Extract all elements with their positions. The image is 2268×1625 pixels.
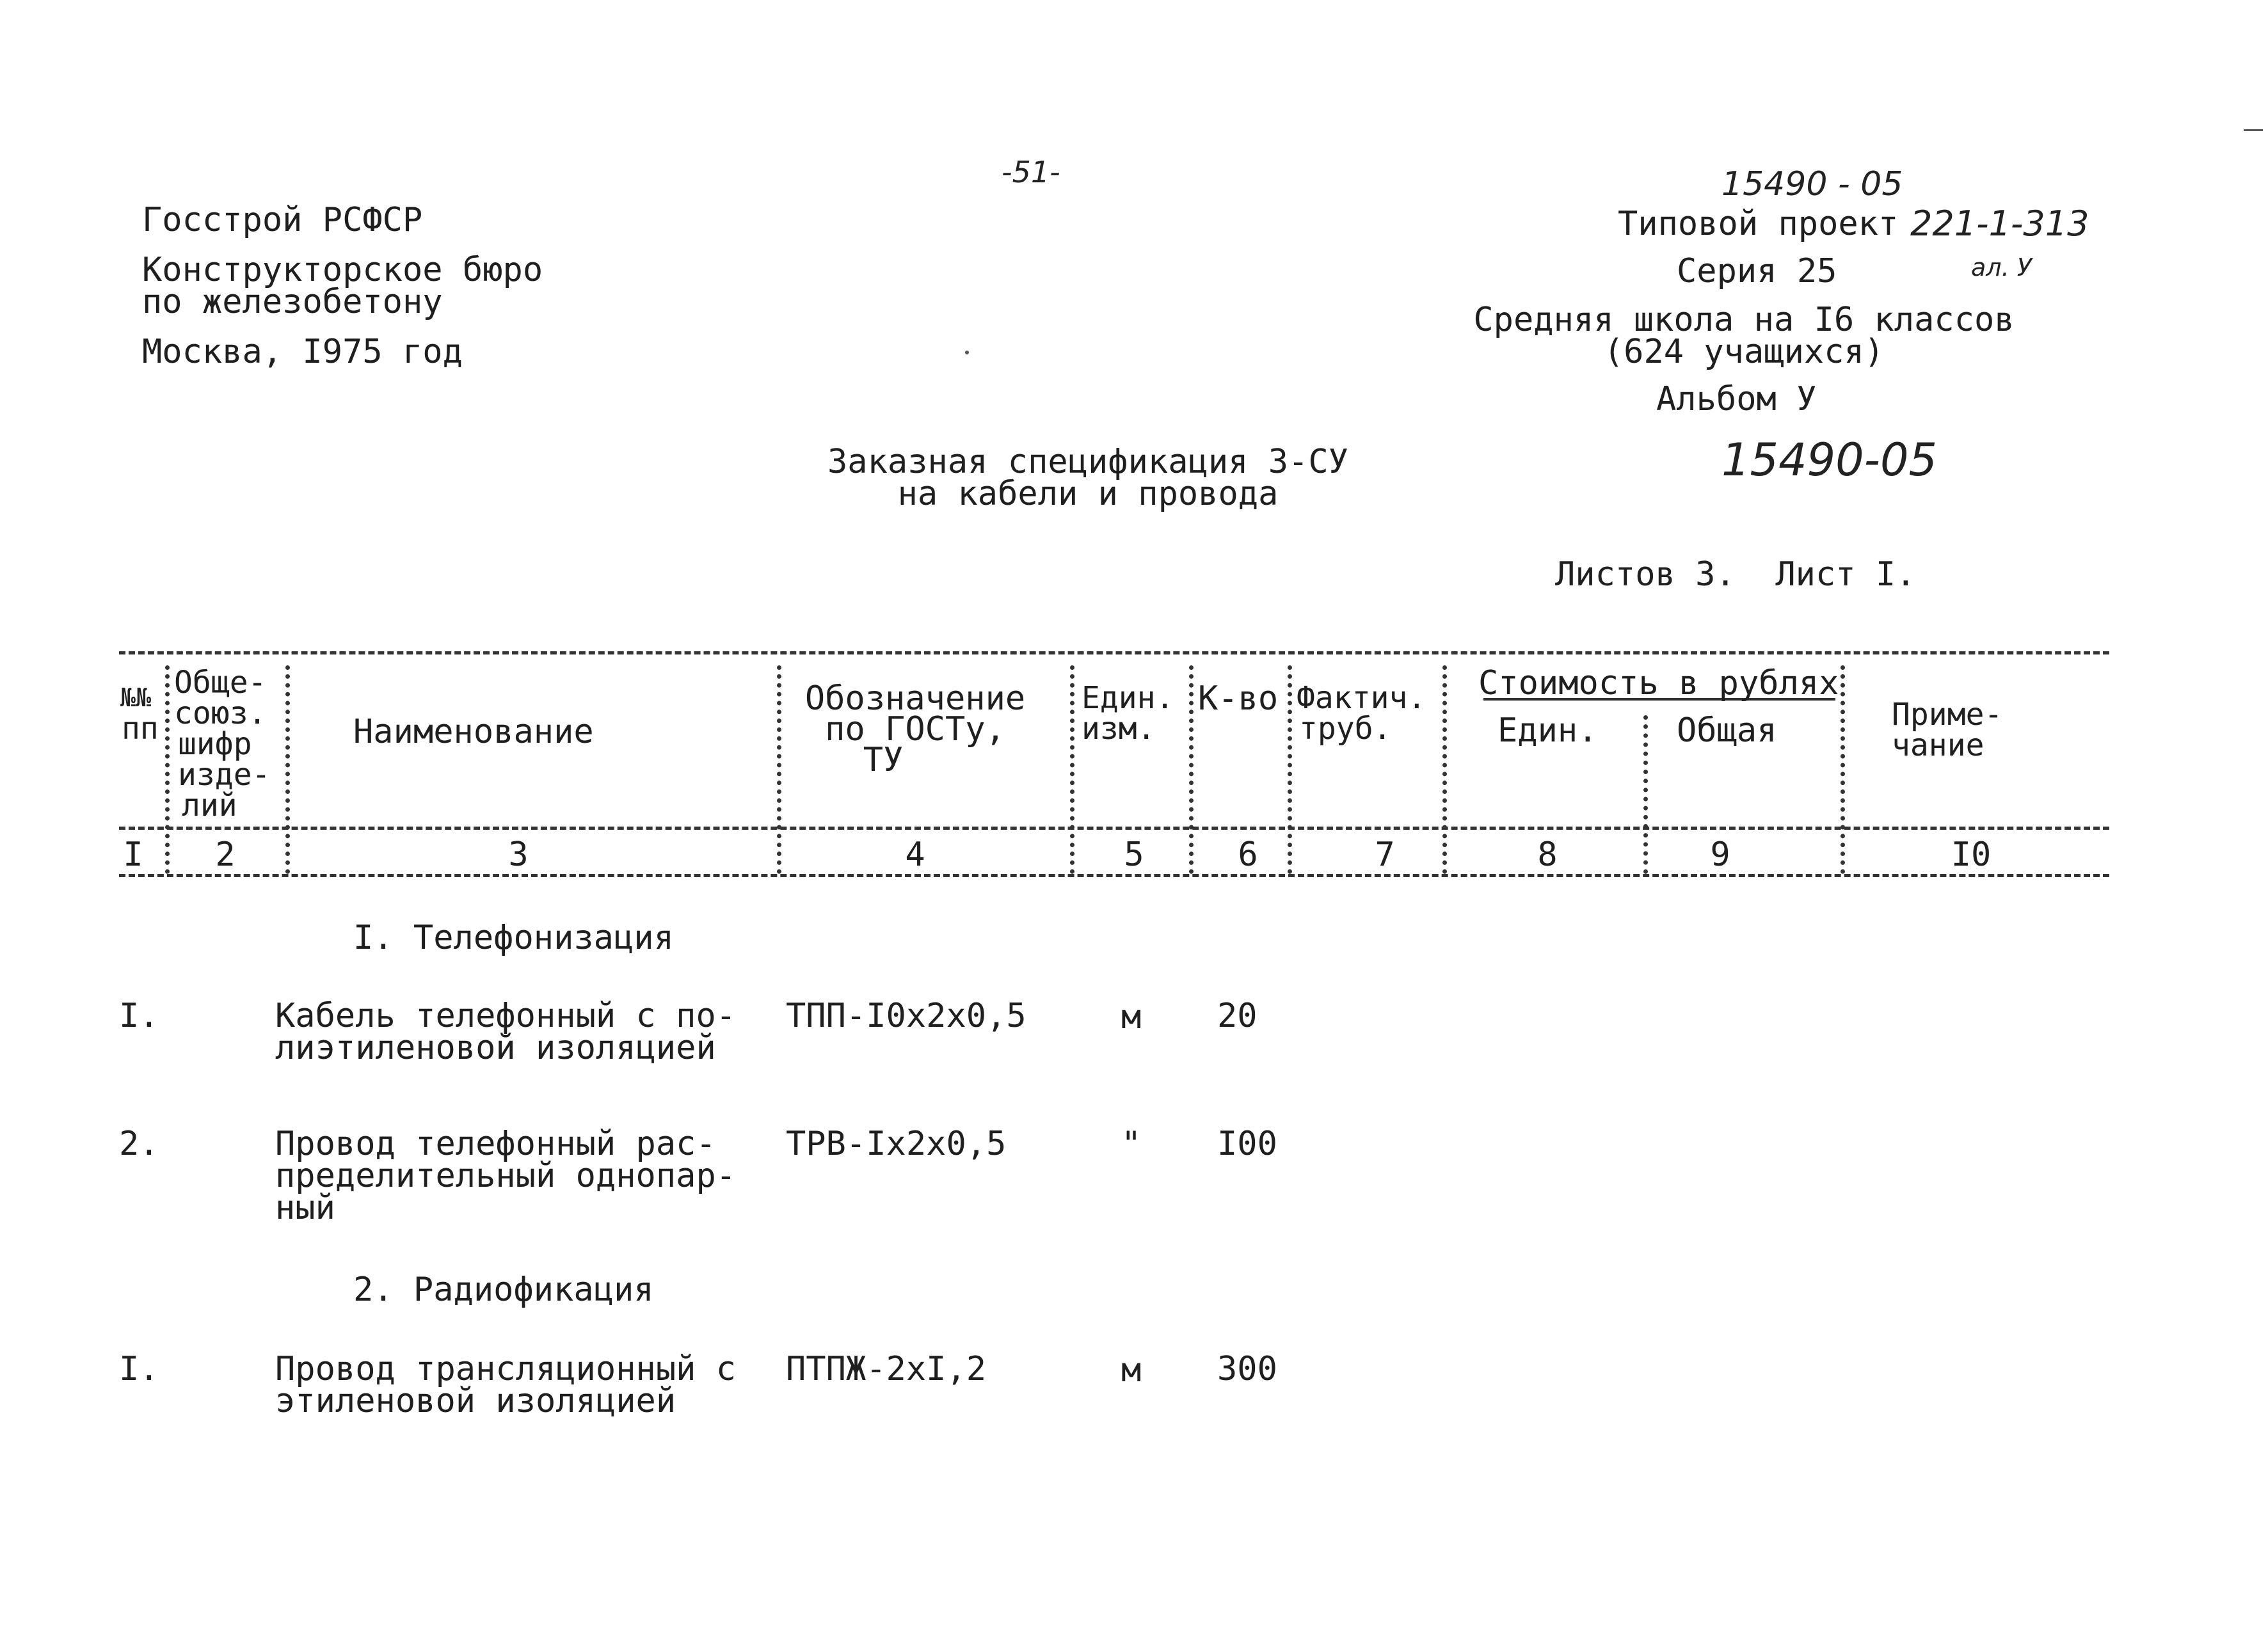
column-number: 9 xyxy=(1710,836,1730,874)
column-number: 7 xyxy=(1375,836,1395,874)
document-title-line-1: Заказная спецификация 3-СУ xyxy=(827,443,1348,481)
row-name-line: Провод трансляционный с xyxy=(275,1350,737,1388)
row-qty: I00 xyxy=(1217,1125,1277,1163)
document-title-line-2: на кабели и провода xyxy=(897,475,1279,513)
school-line-2: (624 учащихся) xyxy=(1603,333,1885,371)
org-name: Госстрой РСФСР xyxy=(142,201,423,239)
row-name-line: Провод телефонный рас- xyxy=(275,1125,716,1163)
column-separator xyxy=(1841,665,1845,874)
row-number: I. xyxy=(119,1350,159,1388)
column-separator xyxy=(165,665,170,874)
row-gost: ТПП-I0x2x0,5 xyxy=(786,997,1026,1035)
column-number: 5 xyxy=(1124,836,1144,874)
header-cost-unit: Един. xyxy=(1497,711,1598,750)
row-unit: м xyxy=(1121,1351,1142,1390)
row-name-line: ный xyxy=(275,1189,335,1227)
column-separator xyxy=(1070,665,1074,874)
header-fact-2: труб. xyxy=(1299,711,1392,747)
album-label: Альбом У xyxy=(1656,380,1817,418)
column-number: I0 xyxy=(1951,836,1992,874)
row-qty: 300 xyxy=(1217,1350,1277,1388)
scan-mark xyxy=(965,351,969,354)
handwritten-page-number: -51- xyxy=(1002,155,1060,189)
scan-mark xyxy=(2244,129,2263,131)
bureau-line-1: Конструкторское бюро xyxy=(142,251,543,289)
column-number: 8 xyxy=(1537,836,1558,874)
handwritten-code-mid: 15490-05 xyxy=(1721,434,1938,486)
section-title: I. Телефонизация xyxy=(353,919,674,957)
bureau-line-2: по железобетону xyxy=(142,283,443,321)
header-qty: К-во xyxy=(1198,679,1279,718)
handwritten-project-suffix: 221-1-313 xyxy=(1910,203,2089,244)
row-unit: " xyxy=(1121,1125,1142,1163)
header-code-3: шифр xyxy=(178,726,252,762)
column-number: 2 xyxy=(215,836,236,874)
table-header-rule xyxy=(119,827,2109,830)
section-title: 2. Радиофикация xyxy=(353,1271,654,1309)
header-note-1: Приме- xyxy=(1892,697,2003,733)
column-number: 4 xyxy=(905,836,925,874)
column-separator xyxy=(777,665,781,874)
row-number: I. xyxy=(119,997,159,1035)
header-unit-2: изм. xyxy=(1082,711,1156,747)
column-number: I xyxy=(123,836,143,874)
header-num-2: пп xyxy=(122,711,159,747)
row-name-line: этиленовой изоляцией xyxy=(275,1382,676,1420)
column-separator xyxy=(1442,665,1447,874)
column-separator xyxy=(1189,665,1194,874)
column-separator xyxy=(1288,665,1292,874)
header-cost: Стоимость в рублях xyxy=(1478,664,1839,702)
handwritten-code-top: 15490 - 05 xyxy=(1721,165,1903,203)
row-gost: ПТПЖ-2хI,2 xyxy=(786,1350,987,1388)
city-year: Москва, I975 год xyxy=(142,333,463,371)
series-label: Серия 25 xyxy=(1677,252,1837,290)
header-code-2: союз. xyxy=(174,695,267,731)
column-number: 6 xyxy=(1238,836,1258,874)
handwritten-album-mark: ал. У xyxy=(1971,253,2032,281)
column-separator xyxy=(1643,715,1648,874)
project-label: Типовой проект xyxy=(1618,205,1899,243)
row-name-line: Кабель телефонный с по- xyxy=(275,997,737,1035)
header-code-1: Обще- xyxy=(174,665,267,701)
row-name-line: лиэтиленовой изоляцией xyxy=(275,1029,716,1067)
header-name: Наименование xyxy=(353,713,594,751)
row-qty: 20 xyxy=(1217,997,1258,1035)
row-name-line: пределительный однопар- xyxy=(275,1157,737,1195)
header-cost-total: Общая xyxy=(1677,711,1777,750)
header-note-2: чание xyxy=(1892,727,1984,763)
header-num-1: №№ xyxy=(120,683,152,713)
column-separator xyxy=(285,665,290,874)
table-numbers-rule xyxy=(119,874,2109,877)
row-unit: м xyxy=(1121,998,1142,1036)
header-unit-1: Един. xyxy=(1082,680,1174,716)
school-line-1: Средняя школа на I6 классов xyxy=(1473,301,2015,339)
sheet-count: Листов 3. Лист I. xyxy=(1555,555,1916,594)
header-gost-3: ТУ xyxy=(863,741,904,779)
row-gost: ТРВ-Iх2х0,5 xyxy=(786,1125,1007,1163)
header-code-4: изде- xyxy=(178,757,271,793)
table-top-rule xyxy=(119,651,2109,654)
header-gost-2: по ГОСТу, xyxy=(825,710,1005,749)
header-fact-1: Фактич. xyxy=(1297,680,1426,716)
row-number: 2. xyxy=(119,1125,159,1163)
column-number: 3 xyxy=(508,836,529,874)
header-code-5: лий xyxy=(182,788,237,823)
header-gost-1: Обозначение xyxy=(804,679,1026,718)
